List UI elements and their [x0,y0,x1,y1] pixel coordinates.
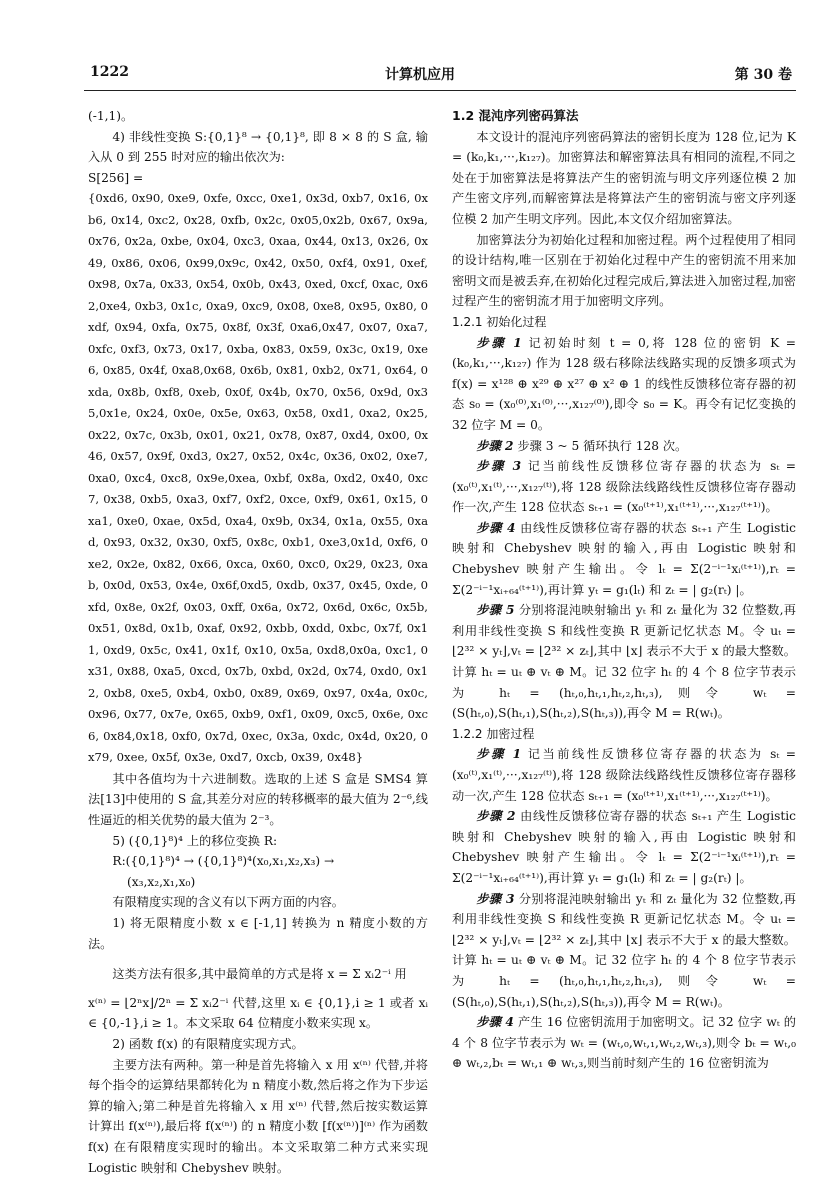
paragraph: x⁽ⁿ⁾ = ⌊2ⁿx⌋/2ⁿ = Σ xᵢ2⁻ⁱ 代替,这里 xᵢ ∈ {0,1},i ≥ 1 或者 xᵢ ∈ {0,-1},i ≥ 1。本文采取 64 位精度小数来实现 x。 [88,995,428,1031]
equation: (x₃,x₂,x₁,x₀) [127,874,196,889]
subsection-heading: 1.2.1 初始化过程 [452,314,547,329]
header-rule [84,90,796,91]
subsection-heading: 1.2.2 加密过程 [452,726,535,741]
paragraph: 本文设计的混沌序列密码算法的密钥长度为 128 位,记为 K = (k₀,k₁,···,k₁₂₇)。加密算法和解密算法具有相同的流程,不同之处在于加密算法是将算法产生的密钥流与明文序列逐位模 2 加产生密文序列,而解密算法是将算法产生的密钥流与密文序列逐位模 2 加产生明文序列。因此,本文仅介绍加密算法。 [452,129,796,226]
paragraph: 1) 将无限精度小数 x ∈ [-1,1] 转换为 n 精度小数的方法。 [88,916,428,951]
step-paragraph [452,518,796,600]
section-heading: 1.2 混沌序列密码算法 [452,108,579,123]
running-header [0,64,840,86]
step-text: 产生 16 位密钥流用于加密明文。记 32 位字 wₜ 的 4 个 8 位字节表示为 wₜ = (wₜ,₀,wₜ,₁,wₜ,₂,wₜ,₃),则令 bₜ = wₜ,₀ ⊕ wₜ,₂,bₜ = wₜ,₁ ⊕ wₜ,₃,则当前时刻产生的 16 位密钥流为 [452,1015,796,1071]
step-label: 步骤 4 [476,520,516,535]
step-label: 步骤 1 [476,747,522,762]
step-text: 记初始时刻 t = 0,将 128 位的密钥 K = (k₀,k₁,···,k₁₂₇) 作为 128 级右移除法线路实现的反馈多项式为 f(x) = x¹²⁸ ⊕ x²⁹ ⊕ x²⁷ ⊕ x² ⊕ 1 的线性反馈移位寄存器的初态 s₀ = (x₀⁽⁰⁾,x₁⁽⁰⁾,···,x₁₂₇⁽⁰⁾),即令 s₀ = K。再令有记忆变换的 32 位字 M = 0。 [452,335,796,432]
step-paragraph [452,600,796,724]
paragraph: 5) ({0,1}⁸)⁴ 上的移位变换 R: [112,833,278,848]
step-label: 步骤 1 [476,335,522,350]
step-paragraph [452,889,796,1013]
volume-label: 第 30 卷 [734,67,792,83]
paragraph: 有限精度实现的含义有以下两方面的内容。 [112,895,344,910]
step-text: 记当前线性反馈移位寄存器的状态为 sₜ = (x₀⁽ᵗ⁾,x₁⁽ᵗ⁾,···,x₁₂₇⁽ᵗ⁾),将 128 级除法线路线性反馈移位寄存器移动一次,产生 128 位状态 sₜ₊₁ = (x₀⁽ᵗ⁺¹⁾,x₁⁽ᵗ⁺¹⁾,···,x₁₂₇⁽ᵗ⁺¹⁾)。 [452,747,796,803]
sbox-values: {0xd6, 0x90, 0xe9, 0xfe, 0xcc, 0xe1, 0x3d, 0xb7, 0x16, 0xb6, 0x14, 0xc2, 0x28, 0xfb, 0x2c, 0x05,0x2b, 0x67, 0x9a, 0x76, 0x2a, 0xbe, 0x04, 0xc3, 0xaa, 0x44, 0x13, 0x26, 0x49, 0x86, 0x06, 0x99,0x9c, 0x42, 0x50, 0xf4, 0x91, 0xef, 0x98, 0x7a, 0x33, 0x54, 0x0b, 0x43, 0xed, 0xcf, 0xac, 0x62,0xe4, 0xb3, 0x1c, 0xa9, 0xc9, 0x08, 0xe8, 0x95, 0x80, 0xdf, 0x94, 0xfa, 0x75, 0x8f, 0x3f, 0xa6,0x47, 0x07, 0xa7, 0xfc, 0xf3, 0x73, 0x17, 0xba, 0x83, 0x59, 0x3c, 0x19, 0xe6, 0x85, 0x4f, 0xa8,0x68, 0x6b, 0x81, 0xb2, 0x71, 0x64, 0xda, 0x8b, 0xf8, 0xeb, 0x0f, 0x4b, 0x70, 0x56, 0x9d, 0x35,0x1e, 0x24, 0x0e, 0x5e, 0x63, 0x58, 0xd1, 0xa2, 0x25, 0x22, 0x7c, 0x3b, 0x01, 0x21, 0x78, 0x87, 0xd4, 0x00, 0x46, 0x57, 0x9f, 0xd3, 0x27, 0x52, 0x4c, 0x36, 0x02, 0xe7, 0xa0, 0xc4, 0xc8, 0x9e,0xea, 0xbf, 0x8a, 0xd2, 0x40, 0xc7, 0x38, 0xb5, 0xa3, 0xf7, 0xf2, 0xce, 0xf9, 0x61, 0x15, 0xa1, 0xe0, 0xae, 0x5d, 0xa4, 0x9b, 0x34, 0x1a, 0x55, 0xad, 0x93, 0x32, 0x30, 0xf5, 0x8c, 0xb1, 0xe3,0x1d, 0xf6, 0xe2, 0x2e, 0x82, 0x66, 0xca, 0x60, 0xc0, 0x29, 0x23, 0xab, 0x0d, 0x53, 0x4e, 0x6f,0xd5, 0xdb, 0x37, 0x45, 0xde, 0xfd, 0x8e, 0x2f, 0x03, 0xff, 0x6a, 0x72, 0x6d, 0x6c, 0x5b, 0x51, 0x8d, 0x1b, 0xaf, 0x92, 0xbb, 0xdd, 0xbc, 0x7f, 0x11, 0xd9, 0x5c, 0x41, 0x1f, 0x10, 0x5a, 0xd8,0x0a, 0xc1, 0x31, 0x88, 0xa5, 0xcd, 0x7b, 0xbd, 0x2d, 0x74, 0xd0, 0x12, 0xb8, 0xe5, 0xb4, 0xb0, 0x89, 0x69, 0x97, 0x4a, 0x0c, 0x96, 0x77, 0x7e, 0x65, 0xb9, 0xf1, 0x09, 0xc5, 0x6e, 0xc6, 0x84,0x18, 0xf0, 0x7d, 0xec, 0x3a, 0xdc, 0x4d, 0x20, 0x79, 0xee, 0x5f, 0x3e, 0xd7, 0xcb, 0x39, 0x48} [88,191,428,765]
step-text: 由线性反馈移位寄存器的状态 sₜ₊₁ 产生 Logistic 映射和 Chebyshev 映射的输入,再由 Logistic 映射和 Chebyshev 映射产生输出。令 lₜ = Σ(2⁻ⁱ⁻¹xᵢ⁽ᵗ⁺¹⁾),rₜ = Σ(2⁻ⁱ⁻¹xᵢ₊₆₄⁽ᵗ⁺¹⁾),再计算 yₜ = g₁(lₜ) 和 zₜ = | g₂(rₜ) |。 [452,520,796,597]
paragraph: 4) 非线性变换 S:{0,1}⁸ → {0,1}⁸, 即 8 × 8 的 S 盒, 输入从 0 到 255 时对应的输出依次为: [88,129,428,165]
step-paragraph [452,806,796,888]
step-paragraph [452,333,796,436]
journal-name: 计算机应用 [385,67,455,83]
paragraph: 加密算法分为初始化过程和加密过程。两个过程使用了相同的设计结构,唯一区别在于初始化过程中产生的密钥流不用来加密明文而是被丢弃,在初始化过程完成后,算法进入加密过程,加密过程产生的密钥流才用于加密明文序列。 [452,232,796,309]
step-paragraph [452,456,796,518]
step-label: 步骤 4 [476,1015,514,1030]
equation: R:({0,1}⁸)⁴ → ({0,1}⁸)⁴(x₀,x₁,x₂,x₃) → [112,854,335,869]
sbox-label: S[256] = [88,170,144,185]
step-text: 分别将混沌映射输出 yₜ 和 zₜ 量化为 32 位整数,再利用非线性变换 S 和线性变换 R 更新记忆状态 M。令 uₜ = ⌊2³² × yₜ⌋,vₜ = ⌊2³² × zₜ⌋,其中 ⌊x⌋ 表示不大于 x 的最大整数。计算 hₜ = uₜ ⊕ vₜ ⊕ M。记 32 位字 hₜ 的 4 个 8 位字节表示为 hₜ = (hₜ,₀,hₜ,₁,hₜ,₂,hₜ,₃),则令 wₜ = (S(hₜ,₀),S(hₜ,₁),S(hₜ,₂),S(hₜ,₃)),再令 M = R(wₜ)。 [452,603,796,721]
step-paragraph [452,744,796,806]
step-label: 步骤 3 [476,891,515,906]
step-paragraph [452,1012,796,1074]
page-number: 1222 [90,64,129,80]
paragraph: 2) 函数 f(x) 的有限精度实现方式。 [112,1037,304,1051]
step-text: 由线性反馈移位寄存器的状态 sₜ₊₁ 产生 Logistic 映射和 Chebyshev 映射的输入,再由 Logistic 映射和 Chebyshev 映射产生输出。令 lₜ = Σ(2⁻ⁱ⁻¹xᵢ⁽ᵗ⁺¹⁾),rₜ = Σ(2⁻ⁱ⁻¹xᵢ₊₆₄⁽ᵗ⁺¹⁾),再计算 yₜ = g₁(lₜ) 和 zₜ = | g₂(rₜ) |。 [452,809,796,885]
right-column [452,106,796,1074]
step-text: 分别将混沌映射输出 yₜ 和 zₜ 量化为 32 位整数,再利用非线性变换 S 和线性变换 R 更新记忆状态 M。令 uₜ = ⌊2³² × yₜ⌋,vₜ = ⌊2³² × zₜ⌋,其中 ⌊x⌋ 表示不大于 x 的最大整数。计算 hₜ = uₜ ⊕ vₜ ⊕ M。记 32 位字 hₜ 的 4 个 8 位字节表示为 hₜ = (hₜ,₀,hₜ,₁,hₜ,₂,hₜ,₃),则令 wₜ = (S(hₜ,₀),S(hₜ,₁),S(hₜ,₂),S(hₜ,₃)),再令 M = R(wₜ)。 [452,891,796,1009]
step-text: 记当前线性反馈移位寄存器的状态为 sₜ = (x₀⁽ᵗ⁾,x₁⁽ᵗ⁾,···,x₁₂₇⁽ᵗ⁾),将 128 级除法线路线性反馈移位寄存器动作一次,产生 128 位状态 sₜ₊₁ = (x₀⁽ᵗ⁺¹⁾,x₁⁽ᵗ⁺¹⁾,···,x₁₂₇⁽ᵗ⁺¹⁾)。 [452,459,796,515]
left-column [88,106,428,1178]
step-label: 步骤 5 [476,603,515,618]
paragraph: 这类方法有很多,其中最简单的方式是将 x = Σ xᵢ2⁻ⁱ 用 [112,967,407,982]
paragraph: 其中各值均为十六进制数。选取的上述 S 盒是 SMS4 算法[13]中使用的 S 盒,其差分对应的转移概率的最大值为 2⁻⁶,线性逼近的相关优势的最大值为 2⁻³。 [88,771,428,828]
step-label: 步骤 2 [476,809,516,824]
step-label: 步骤 2 [476,438,514,453]
paragraph: 主要方法有两种。第一种是首先将输入 x 用 x⁽ⁿ⁾ 代替,并将每个指令的运算结果都转化为 n 精度小数,然后将之作为下步运算的输入;第二种是首先将输入 x 用 x⁽ⁿ⁾ 代替,然后按实数运算计算出 f(x⁽ⁿ⁾),最后将 f(x⁽ⁿ⁾) 的 n 精度小数 [f(x⁽ⁿ⁾)]⁽ⁿ⁾ 作为函数 f(x) 在有限精度实现时的输出。本文采取第二种方式来实现 Logistic 映射和 Chebyshev 映射。 [88,1057,428,1175]
step-label: 步骤 3 [476,459,522,474]
step-paragraph [452,436,796,457]
step-text: 步骤 3 ~ 5 循环执行 128 次。 [517,438,688,453]
paragraph: (-1,1)。 [88,109,134,123]
